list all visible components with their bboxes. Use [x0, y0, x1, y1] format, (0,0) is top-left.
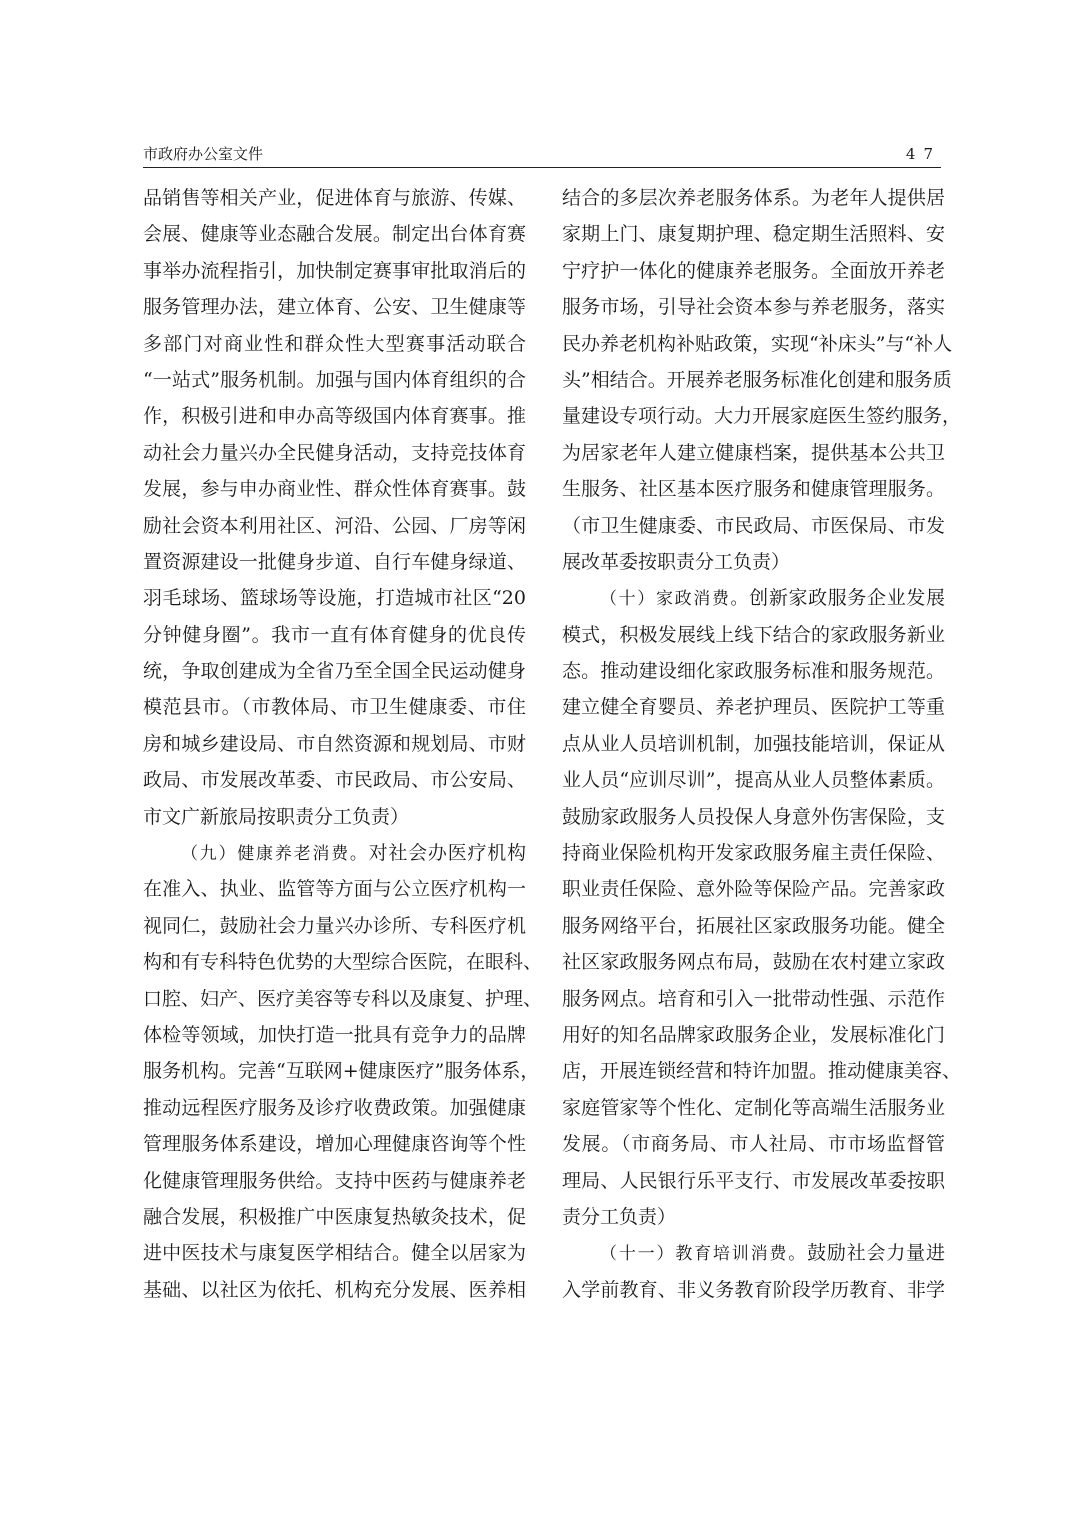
line-text: 房和城乡建设局、市自然资源和规划局、市财 [143, 732, 526, 755]
text-line [143, 362, 526, 398]
line-text: 励社会资本利用社区、河沿、公园、厂房等闲 [143, 514, 526, 537]
text-line [562, 1126, 945, 1162]
text-line [143, 1053, 540, 1089]
text-line [562, 689, 945, 725]
text-line [143, 1126, 526, 1162]
text-line [562, 471, 945, 507]
right-column [562, 180, 962, 1308]
text-line [562, 1272, 945, 1308]
text-line [143, 653, 526, 689]
line-text: 态。推动建设细化家政服务标准和服务规范。 [562, 660, 945, 683]
text-line [562, 1199, 945, 1235]
line-text: 会展、健康等业态融合发展。制定出台体育赛 [143, 223, 526, 246]
text-line [143, 617, 526, 653]
text-line [143, 216, 526, 252]
line-text: 结合的多层次养老服务体系。为老年人提供居 [562, 187, 945, 209]
line-text: 鼓励社会力量进 [807, 1242, 945, 1265]
line-text: 体检等领域，加快打造一批具有竞争力的品牌 [143, 1023, 526, 1046]
line-text: 融合发展，积极推广中医康复热敏灸技术，促 [143, 1205, 526, 1228]
line-text: 建立健全育婴员、养老护理员、医院护工等重 [562, 696, 945, 719]
text-line [143, 1272, 526, 1308]
line-text: 羽毛球场、篮球场等设施，打造城市社区“20 [143, 587, 526, 610]
text-line [562, 871, 945, 907]
line-text: 生服务、社区基本医疗服务和健康管理服务。 [562, 478, 945, 501]
line-text: 发展，参与申办商业性、群众性体育赛事。鼓 [143, 478, 526, 501]
text-line [143, 1199, 526, 1235]
line-text: 分钟健身圈”。我市一直有体育健身的优良传 [143, 623, 526, 646]
line-text: 在准入、执业、监管等方面与公立医疗机构一 [143, 878, 526, 901]
line-text: 为居家老年人建立健康档案，提供基本公共卫 [562, 441, 945, 464]
line-text: 业人员“应训尽训”，提高从业人员整体素质。 [562, 769, 945, 792]
line-text: 统，争取创建成为全省乃至全国全民运动健身 [143, 660, 526, 683]
line-text: 宁疗护一体化的健康养老服务。全面放开养老 [562, 259, 945, 282]
line-text: 店，开展连锁经营和特许加盟。推动健康美容、 [562, 1060, 962, 1083]
line-text: 模式，积极发展线上线下结合的家政服务新业 [562, 623, 945, 646]
text-line [562, 362, 952, 398]
text-line [143, 471, 526, 507]
text-line [562, 1163, 945, 1199]
line-text: 用好的知名品牌家政服务企业，发展标准化门 [562, 1023, 945, 1046]
line-text: 量建设专项行动。大力开展家庭医生签约服务， [562, 405, 962, 428]
line-text: 推动远程医疗服务及诊疗收费政策。加强健康 [143, 1096, 526, 1119]
text-line [143, 726, 526, 762]
line-text: 置资源建设一批健身步道、自行车健身绿道、 [143, 550, 526, 573]
line-text: 服务管理办法，建立体育、公安、卫生健康等 [143, 296, 526, 319]
line-text: （市卫生健康委、市民政局、市医保局、市发 [562, 514, 945, 537]
text-line [143, 180, 526, 216]
line-text: 基础、以社区为依托、机构充分发展、医养相 [143, 1278, 526, 1301]
line-text: 鼓励家政服务人员投保人身意外伤害保险，支 [562, 805, 945, 828]
text-line [562, 908, 945, 944]
text-line [562, 398, 962, 434]
running-header [143, 145, 941, 168]
line-text: 入学前教育、非义务教育阶段学历教育、非学 [562, 1278, 945, 1301]
line-text: “一站式”服务机制。加强与国内体育组织的合 [143, 368, 526, 391]
text-line [562, 544, 945, 580]
text-line [562, 253, 945, 289]
line-text: 责分工负责） [562, 1205, 677, 1228]
text-line [143, 835, 526, 871]
line-text: 发展。（市商务局、市人社局、市市场监督管 [562, 1133, 945, 1156]
text-line [562, 653, 945, 689]
line-text: 政局、市发展改革委、市民政局、市公安局、 [143, 769, 526, 792]
line-text: 家期上门、康复期护理、稳定期生活照料、安 [562, 223, 945, 246]
text-line [143, 326, 526, 362]
page-number: 47 [905, 145, 941, 163]
text-line [562, 289, 945, 325]
line-text: 作，积极引进和申办高等级国内体育赛事。推 [143, 405, 526, 428]
line-text: 创新家政服务企业发展 [749, 587, 945, 610]
text-line [562, 1235, 945, 1271]
text-line [143, 908, 526, 944]
section-heading: （九）健康养老消费。 [181, 844, 369, 865]
text-line [143, 871, 526, 907]
text-line [562, 1017, 945, 1053]
text-line [562, 435, 945, 471]
line-text: 职业责任保险、意外险等保险产品。完善家政 [562, 878, 945, 901]
line-text: 品销售等相关产业，促进体育与旅游、传媒、 [143, 187, 526, 209]
text-line [562, 180, 945, 216]
line-text: 服务机构。完善“互联网+健康医疗”服务体系， [143, 1060, 540, 1083]
line-text: 动社会力量兴办全民健身活动，支持竞技体育 [143, 441, 526, 464]
text-line [562, 1090, 945, 1126]
line-text: 社区家政服务网点布局，鼓励在农村建立家政 [562, 951, 945, 974]
text-line [562, 326, 953, 362]
line-text: 展改革委按职责分工负责） [562, 550, 791, 573]
line-text: 点从业人员培训机制，加强技能培训，保证从 [562, 732, 945, 755]
line-text: 服务网点。培育和引入一批带动性强、示范作 [562, 987, 945, 1010]
text-line [143, 580, 526, 616]
line-text: 民办养老机构补贴政策，实现“补床头”与“补人 [562, 332, 953, 355]
line-text: 视同仁，鼓励社会力量兴办诊所、专科医疗机 [143, 914, 526, 937]
line-text: 进中医技术与康复医学相结合。健全以居家为 [143, 1242, 526, 1265]
text-line [562, 981, 945, 1017]
line-text: 口腔、妇产、医疗美容等专科以及康复、护理、 [143, 987, 543, 1010]
text-line [143, 253, 526, 289]
text-line [562, 726, 945, 762]
text-line [143, 944, 543, 980]
text-line [562, 944, 945, 980]
text-line [562, 617, 945, 653]
line-text: 构和有专科特色优势的大型综合医院，在眼科、 [143, 951, 543, 974]
text-line [562, 835, 945, 871]
line-text: 服务网络平台，拓展社区家政服务功能。健全 [562, 914, 945, 937]
text-line [143, 1090, 526, 1126]
line-text: 管理服务体系建设，增加心理健康咨询等个性 [143, 1133, 526, 1156]
text-line [143, 544, 526, 580]
text-line [562, 762, 945, 798]
line-text: 市文广新旅局按职责分工负责） [143, 805, 410, 828]
line-text: 多部门对商业性和群众性大型赛事活动联合 [143, 332, 526, 355]
text-line [143, 799, 526, 835]
section-heading: （十一）教育培训消费。 [600, 1244, 808, 1265]
text-line [143, 1017, 526, 1053]
line-text: 持商业保险机构开发家政服务雇主责任保险、 [562, 842, 945, 865]
text-line [143, 981, 543, 1017]
text-line [562, 799, 945, 835]
line-text: 服务市场，引导社会资本参与养老服务，落实 [562, 296, 945, 319]
text-line [143, 1235, 526, 1271]
line-text: 家庭管家等个性化、定制化等高端生活服务业 [562, 1096, 945, 1119]
line-text: 化健康管理服务供给。支持中医药与健康养老 [143, 1169, 526, 1192]
text-line [562, 508, 945, 544]
line-text: 理局、人民银行乐平支行、市发展改革委按职 [562, 1169, 945, 1192]
section-heading: （十）家政消费。 [600, 589, 750, 610]
header-title: 市政府办公室文件 [143, 145, 264, 163]
text-line [562, 580, 945, 616]
line-text: 事举办流程指引，加快制定赛事审批取消后的 [143, 259, 526, 282]
line-text: 对社会办医疗机构 [368, 842, 526, 865]
line-text: 模范县市。（市教体局、市卫生健康委、市住 [143, 696, 526, 719]
text-line [143, 398, 526, 434]
text-line [143, 289, 526, 325]
text-line [143, 689, 526, 725]
text-line [562, 216, 945, 252]
text-line [143, 508, 526, 544]
text-line [562, 1053, 962, 1089]
text-line [143, 762, 526, 798]
text-line [143, 435, 526, 471]
left-column [143, 180, 543, 1308]
line-text: 头”相结合。开展养老服务标准化创建和服务质 [562, 368, 952, 391]
text-line [143, 1163, 526, 1199]
